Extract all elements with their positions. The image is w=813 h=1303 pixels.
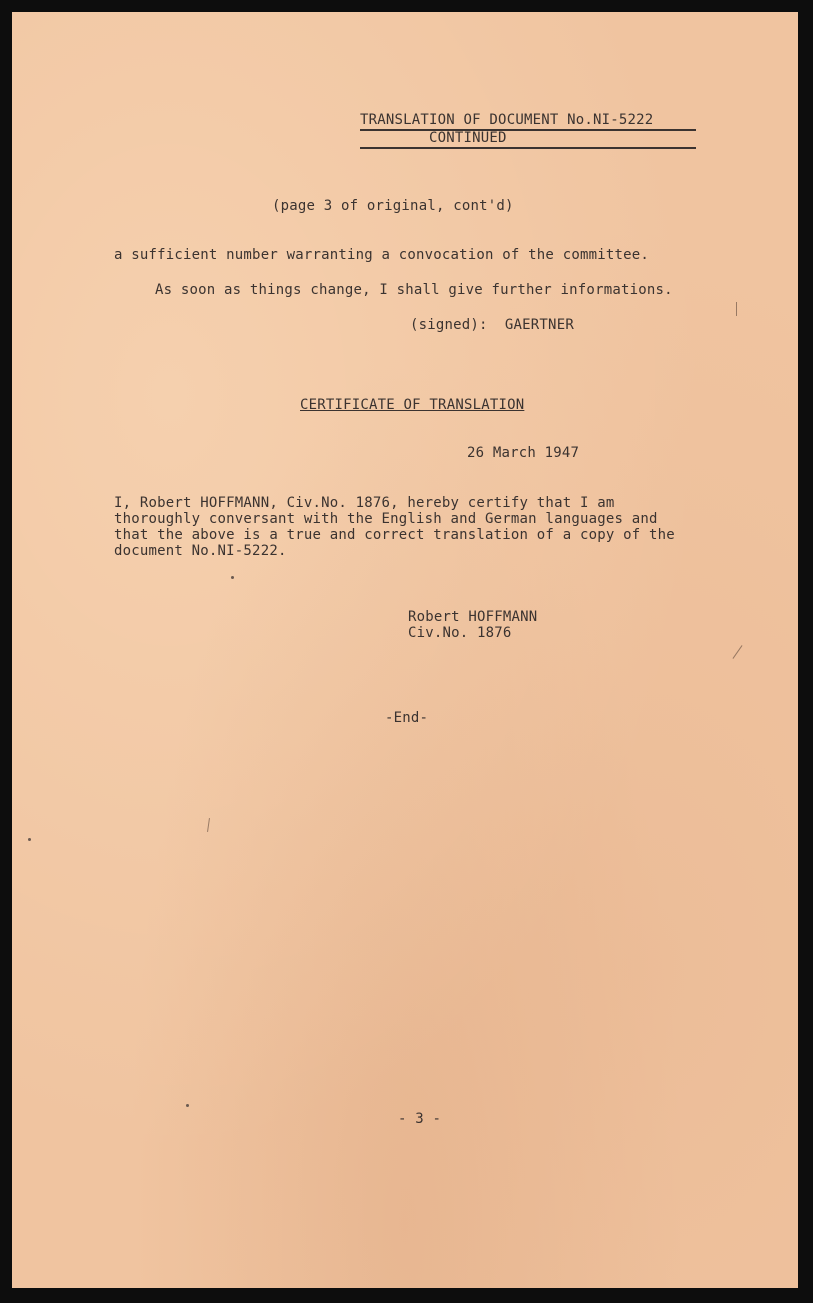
paper-scratch xyxy=(733,645,743,659)
page-note: (page 3 of original, cont'd) xyxy=(272,198,514,214)
paper-scratch xyxy=(736,302,737,316)
paper-scratch xyxy=(207,818,210,832)
certificate-text-line-2: thoroughly conversant with the English and German languages and xyxy=(114,511,658,527)
paper-speck xyxy=(28,838,31,841)
document-page xyxy=(12,12,798,1288)
signer-name: Robert HOFFMANN xyxy=(408,609,538,625)
end-mark: -End- xyxy=(385,710,429,726)
certificate-text-line-3: that the above is a true and correct translation of a copy of the xyxy=(114,527,675,543)
paragraph-line-1: a sufficient number warranting a convocation of the committee. xyxy=(114,247,649,263)
document-title-line2: CONTINUED xyxy=(429,130,507,146)
paper-speck xyxy=(186,1104,189,1107)
paragraph-line-2: As soon as things change, I shall give further informations. xyxy=(155,282,673,298)
title-underline-1 xyxy=(360,129,696,131)
certificate-date: 26 March 1947 xyxy=(467,445,580,461)
signer-civ-number: Civ.No. 1876 xyxy=(408,625,512,641)
certificate-text-line-4: document No.NI-5222. xyxy=(114,543,287,559)
page-number: - 3 - xyxy=(398,1111,442,1127)
certificate-heading: CERTIFICATE OF TRANSLATION xyxy=(300,397,525,413)
title-underline-2 xyxy=(360,147,696,149)
paper-speck xyxy=(231,576,234,579)
certificate-text-line-1: I, Robert HOFFMANN, Civ.No. 1876, hereby certify that I am xyxy=(114,495,615,511)
signed-line: (signed): GAERTNER xyxy=(410,317,574,333)
document-title-line1: TRANSLATION OF DOCUMENT No.NI-5222 xyxy=(360,112,654,128)
